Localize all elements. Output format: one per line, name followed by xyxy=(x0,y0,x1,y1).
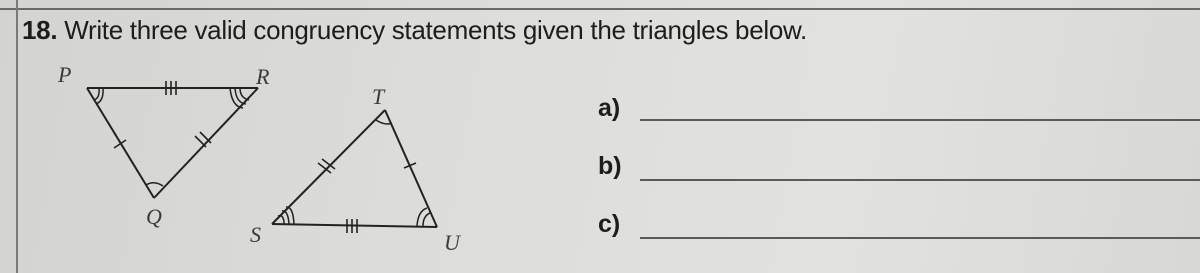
vertex-label-r: R xyxy=(256,64,270,89)
vertex-label-p: P xyxy=(58,62,72,87)
vertex-label-q: Q xyxy=(146,204,162,229)
answer-row-a xyxy=(0,88,1200,128)
answer-line-a[interactable] xyxy=(640,119,1200,121)
vertex-label-u: U xyxy=(444,230,460,255)
vertex-label-t: T xyxy=(372,84,385,109)
answer-row-c xyxy=(0,204,1200,244)
answer-line-c[interactable] xyxy=(640,237,1200,239)
answer-line-b[interactable] xyxy=(640,179,1200,181)
answer-label-c: c) xyxy=(598,210,621,238)
vertex-label-s: S xyxy=(250,222,261,247)
question-number: 18. xyxy=(22,15,58,45)
question-text: Write three valid congruency statements given the triangles below. xyxy=(64,15,807,45)
answer-label-b: b) xyxy=(598,152,622,180)
answer-row-b xyxy=(0,146,1200,186)
answer-label-a: a) xyxy=(598,94,621,122)
